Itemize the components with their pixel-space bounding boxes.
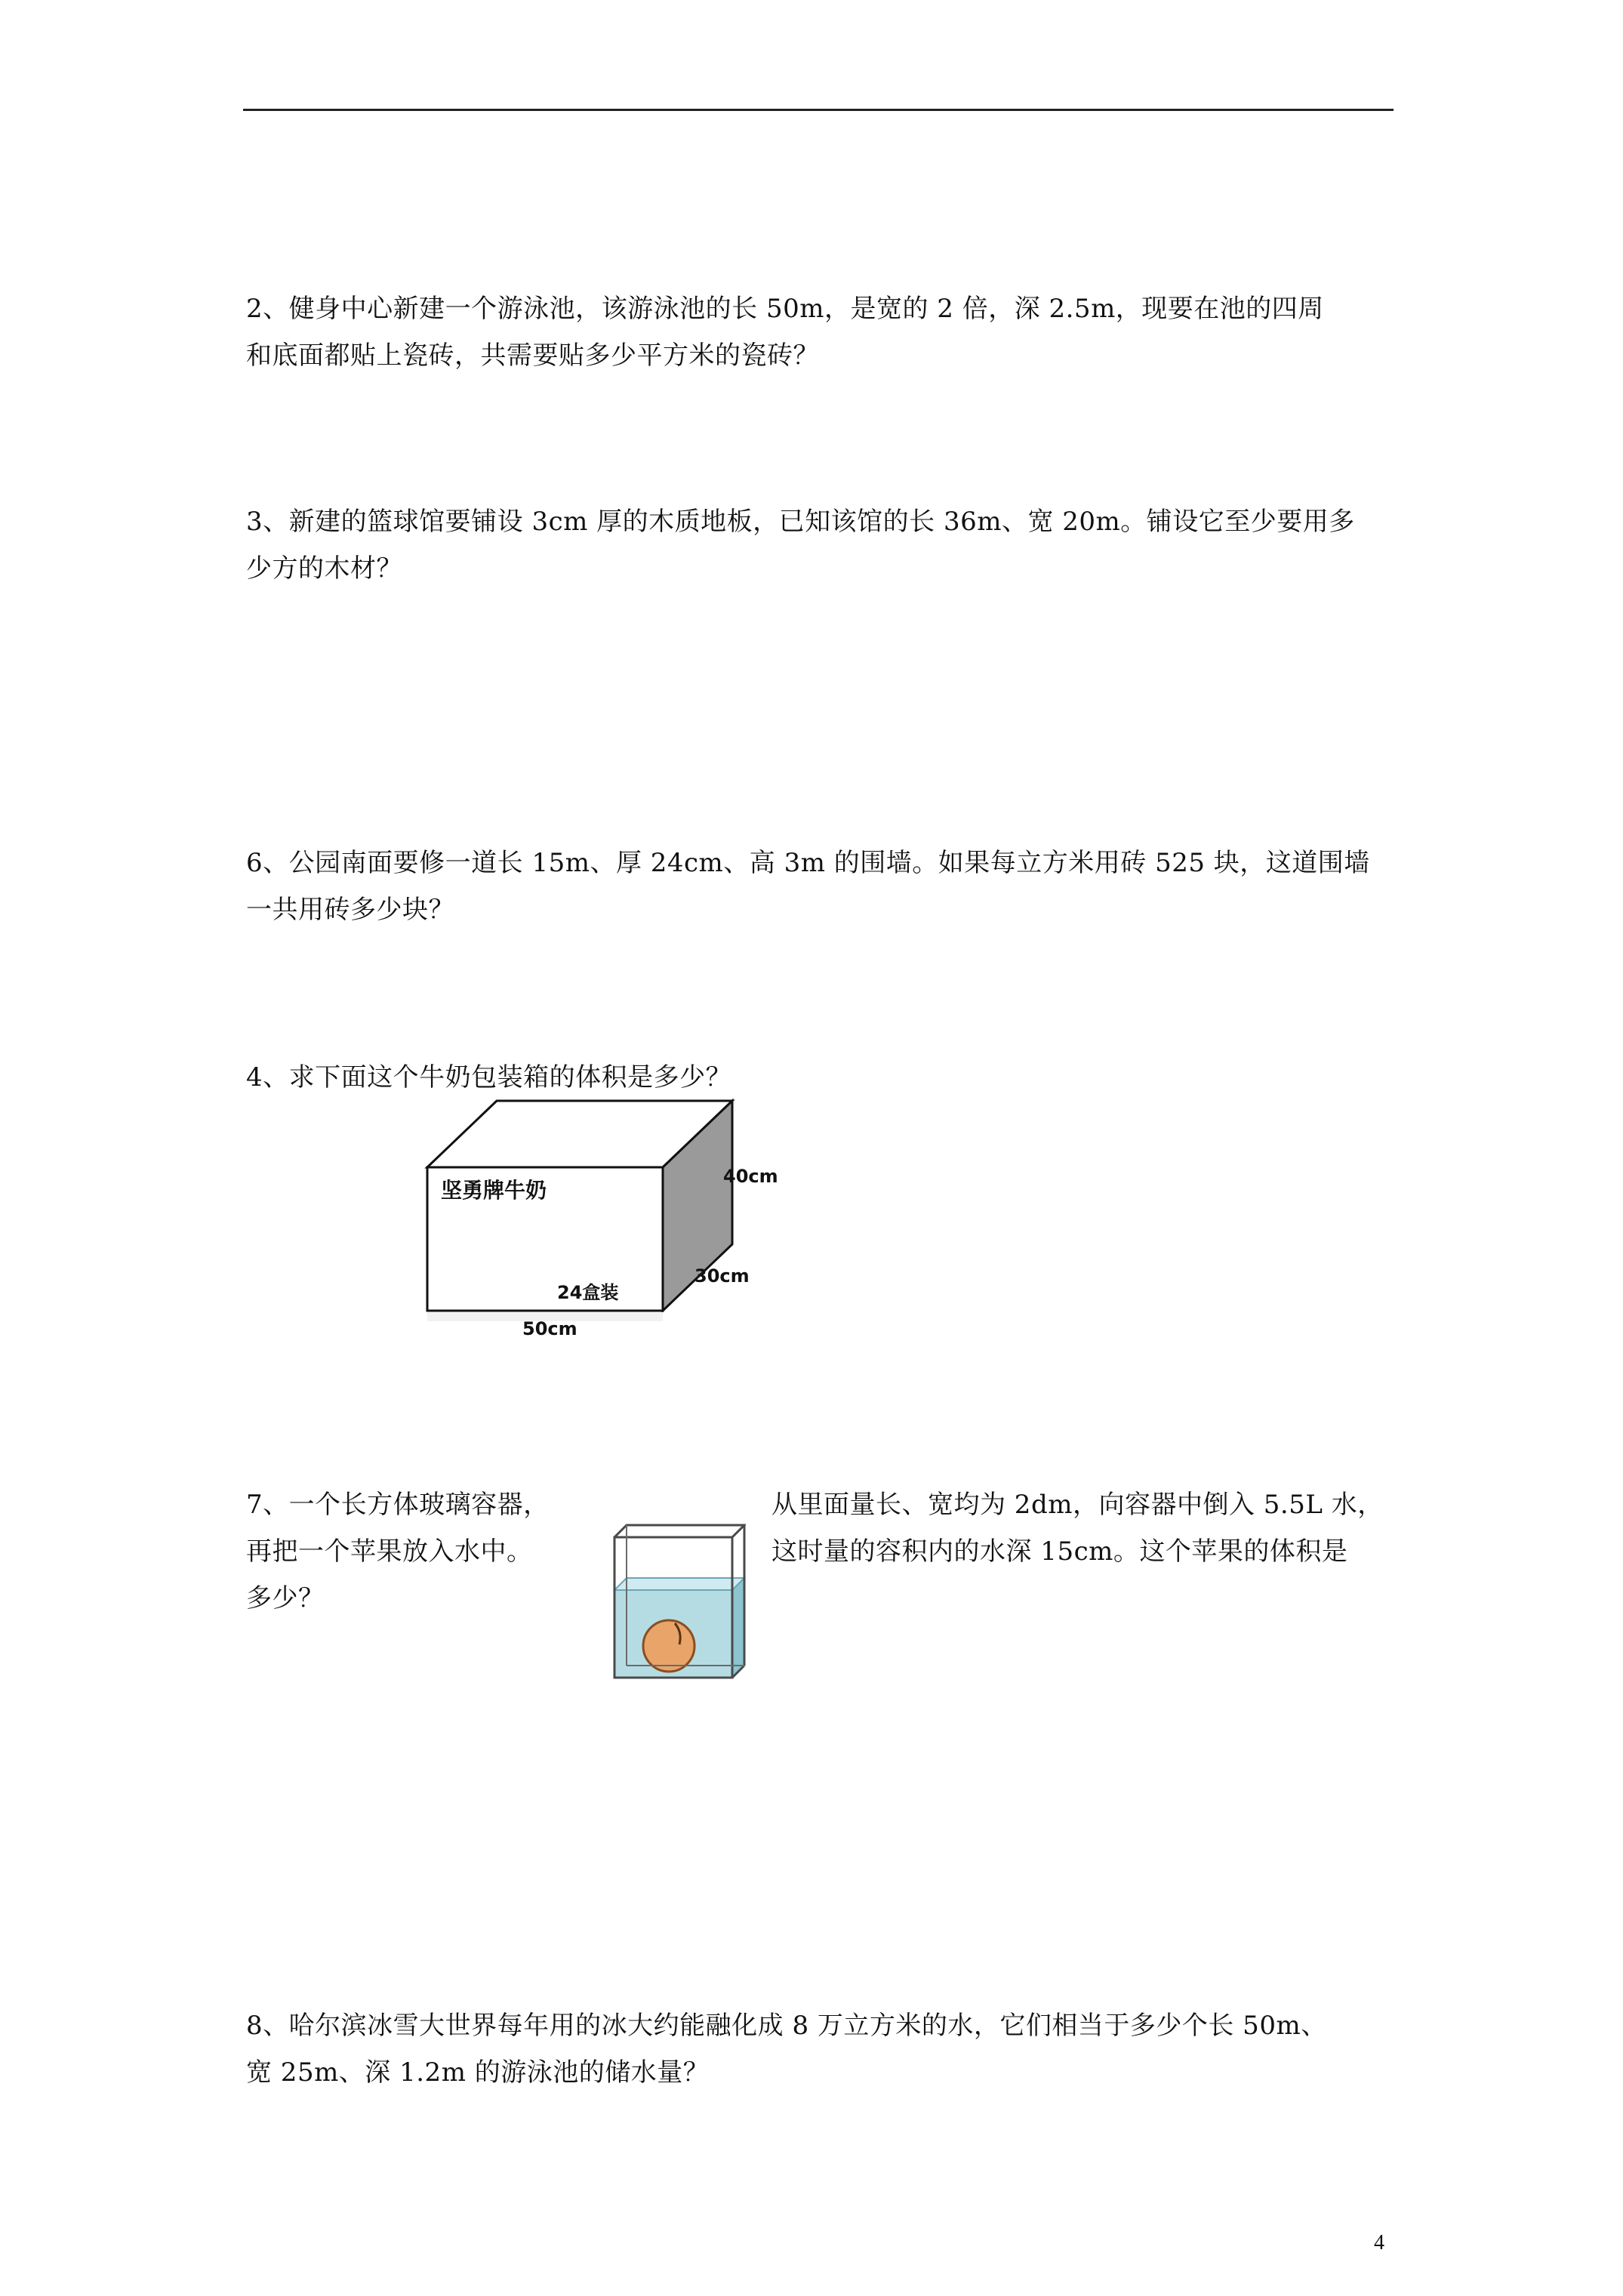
page-number: 4 — [1374, 2231, 1384, 2254]
box-brand-label: 坚勇牌牛奶 — [441, 1178, 547, 1203]
problem-2 — [246, 285, 1394, 379]
glass-top — [614, 1525, 744, 1537]
problem-4 — [246, 1054, 1394, 1101]
box-length-label: 50cm — [522, 1318, 577, 1339]
problem-line: 和底面都贴上瓷砖，共需要贴多少平方米的瓷砖？ — [246, 341, 819, 371]
apple — [643, 1620, 694, 1672]
problem-line: 4、求下面这个牛奶包装箱的体积是多少？ — [246, 1062, 732, 1093]
milk-box-figure — [423, 1098, 800, 1347]
problem-line: 再把一个苹果放入水中。 — [246, 1536, 533, 1567]
problem-line: 3、新建的篮球馆要铺设 3cm 厚的木质地板，已知该馆的长 36m、宽 20m。铺设它至少要用多 — [246, 507, 1355, 537]
problem-line: 从里面量长、宽均为 2dm，向容器中倒入 5.5L 水， — [771, 1490, 1384, 1520]
box-height-label: 40cm — [723, 1166, 778, 1187]
problem-3 — [246, 498, 1394, 592]
problem-line: 2、健身中心新建一个游泳池，该游泳池的长 50m，是宽的 2 倍，深 2.5m，现要在池的四周 — [246, 294, 1324, 324]
box-depth-label: 30cm — [694, 1265, 750, 1287]
problem-7-left — [246, 1481, 593, 1622]
problem-6 — [246, 840, 1394, 933]
water-side — [732, 1578, 744, 1678]
problem-7-right — [771, 1481, 1398, 1575]
header-rule — [243, 109, 1394, 111]
glass-container-figure — [610, 1518, 746, 1684]
problem-line: 宽 25m、深 1.2m 的游泳池的储水量？ — [246, 2057, 710, 2088]
problem-line: 8、哈尔滨冰雪大世界每年用的冰大约能融化成 8 万立方米的水，它们相当于多少个长 50m、 — [246, 2011, 1327, 2041]
problem-line: 多少？ — [246, 1583, 325, 1613]
problem-line: 6、公园南面要修一道长 15m、厚 24cm、高 3m 的围墙。如果每立方米用砖 525 块，这道围墙 — [246, 848, 1370, 878]
water-surface — [614, 1578, 744, 1590]
box-pack-label: 24盒装 — [557, 1282, 619, 1303]
problem-line: 少方的木材？ — [246, 553, 402, 584]
problem-line: 7、一个长方体玻璃容器， — [246, 1490, 550, 1520]
problem-line: 一共用砖多少块？ — [246, 895, 454, 925]
problem-line: 这时量的容积内的水深 15cm。这个苹果的体积是 — [771, 1536, 1348, 1567]
problem-8 — [246, 2002, 1394, 2096]
